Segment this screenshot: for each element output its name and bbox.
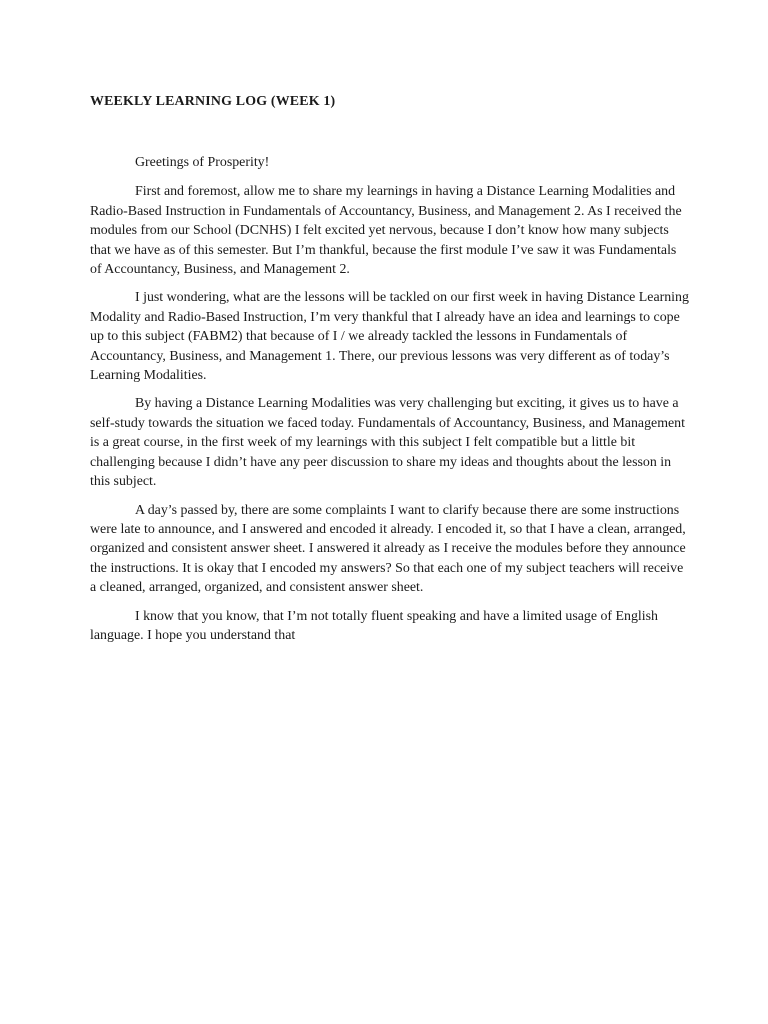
paragraph: First and foremost, allow me to share my learnings in having a Distance Learning Modalities and Radio-Based Instruction in Fundamentals of Accountancy, Business, and Management 2. As I received the modules from our School (DCNHS) I felt excited yet nervous, because I don’t know how many subjects that we have as of this semester. But I’m thankful, because the first module I’ve saw it was Fundamentals of Accountancy, Business, and Management 2. [90, 184, 682, 278]
document-title: WEEKLY LEARNING LOG (WEEK 1) [90, 94, 336, 109]
document-body [90, 92, 690, 654]
paragraph: I know that you know, that I’m not totally fluent speaking and have a limited usage of English language. I hope you understand that [90, 608, 658, 643]
greeting-line: Greetings of Prosperity! [135, 155, 270, 170]
paragraph: By having a Distance Learning Modalities was very challenging but exciting, it gives us to have a self-study towards the situation we faced today. Fundamentals of Accountancy, Business, and Management is a great course, in the first week of my learnings with this subject I felt compatible but a little bit challenging because I didn’t have any peer discussion to share my ideas and thoughts about the lesson in this subject. [90, 396, 685, 490]
paragraph: I just wondering, what are the lessons will be tackled on our first week in having Distance Learning Modality and Radio-Based Instruction, I’m very thankful that I already have an idea and learnings to cope up to this subject (FABM2) that because of I / we already tackled the lessons in Fundamentals of Accountancy, Business, and Management 1. There, our previous lessons was very different as of today’s Learning Modalities. [90, 290, 689, 384]
paragraph: A day’s passed by, there are some complaints I want to clarify because there are some instructions were late to announce, and I answered and encoded it already. I encoded it, so that I have a clean, arranged, organized and consistent answer sheet. I answered it already as I receive the modules before they announce the instructions. It is okay that I encoded my answers? So that each one of my subject teachers will receive a cleaned, arranged, organized, and consistent answer sheet. [90, 502, 686, 596]
